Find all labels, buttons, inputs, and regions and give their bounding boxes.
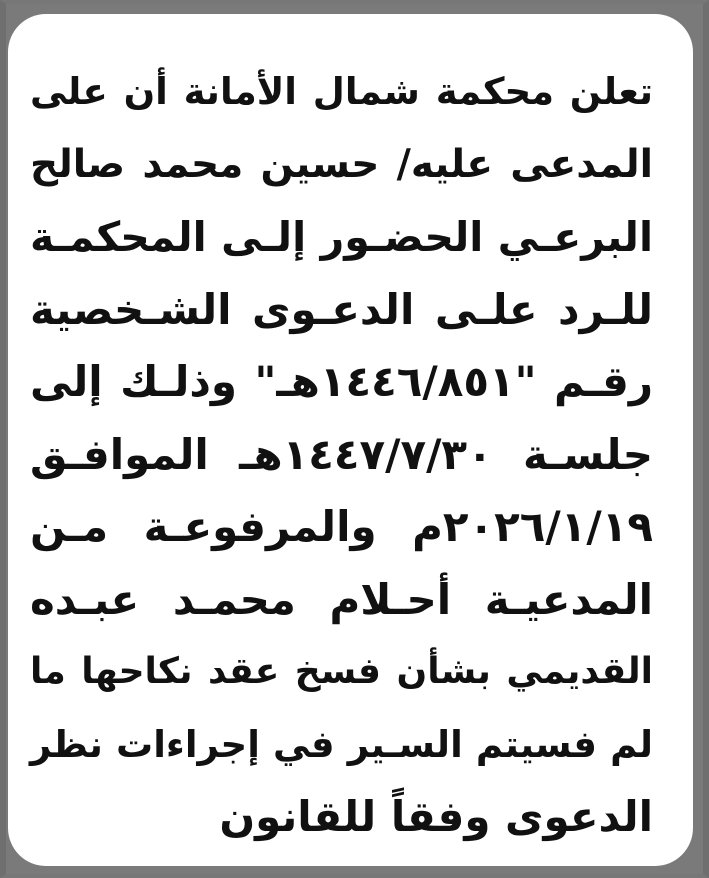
notice-line-9: القديمي بشأن فسخ عقد نكاحها ما	[30, 651, 653, 692]
notice-line-7: ٢٠٢٦/١/١٩م والمرفوعـة مـن	[30, 502, 653, 551]
notice-line-6: جلسـة ١٤٤٧/٧/٣٠هـ الموافـق	[30, 429, 653, 479]
notice-line-8: المدعيـة أحـلام محمـد عبـده	[30, 574, 653, 624]
notice-line-5: رقـم "١٤٤٦/٨٥١هـ" وذلـك إلى	[30, 357, 654, 406]
notice-line-4: للـرد علـى الدعـوى الشـخصية	[30, 284, 653, 334]
notice-line-1: تعلن محكمة شمال الأمانة أن على	[30, 70, 653, 113]
notice-line-3: البرعـي الحضـور إلـى المحكمـة	[30, 213, 653, 261]
notice-line-11: الدعوى وفقاً للقانون	[219, 792, 653, 841]
court-notice-card	[8, 14, 693, 866]
notice-line-2: المدعى عليه/ حسين محمد صالح	[30, 141, 653, 187]
notice-line-10: لم فسيتم السـير في إجراءات نظر	[30, 722, 653, 766]
